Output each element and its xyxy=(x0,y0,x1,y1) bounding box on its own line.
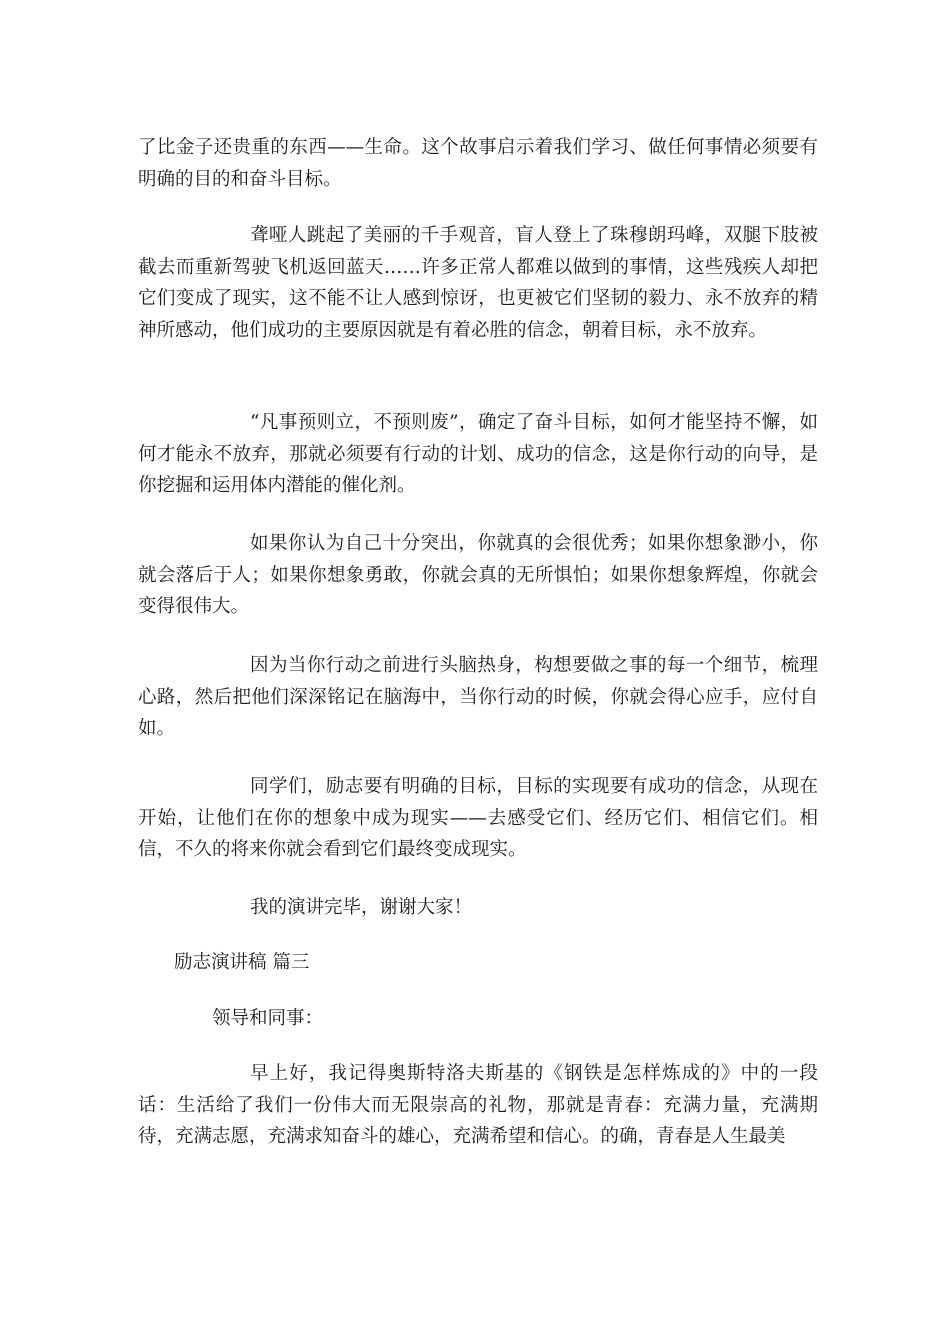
paragraph-5: 因为当你行动之前进行头脑热身，构想要做之事的每一个细节，梳理心路，然后把他们深深铭记在脑海中，当你行动的时候，你就会得心应手，应付自如。 xyxy=(138,655,818,739)
paragraph-1: 了比金子还贵重的东西——生命。这个故事启示着我们学习、做任何事情必须要有明确的目的和奋斗目标。 xyxy=(138,137,818,190)
paragraph-4: 如果你认为自己十分突出，你就真的会很优秀；如果你想象渺小，你就会落后于人；如果你想象勇敢，你就会真的无所惧怕；如果你想象辉煌，你就会变得很伟大。 xyxy=(138,533,818,617)
closing-line: 我的演讲完毕，谢谢大家！ xyxy=(250,897,473,918)
salutation: 领导和同事： xyxy=(212,1008,324,1029)
paragraph-speech-opening: 早上好，我记得奥斯特洛夫斯基的《钢铁是怎样炼成的》中的一段话：生活给了我们一份伟大而无限崇高的礼物，那就是青春：充满力量，充满期待，充满志愿，充满求知奋斗的雄心，充满希望和信心。的确，青春是人生最美 xyxy=(138,1063,818,1147)
paragraph-3: “凡事预则立，不预则废”，确定了奋斗目标，如何才能坚持不懈，如何才能永不放弃，那就必须要有行动的计划、成功的信念，这是你行动的向导，是你挖掘和运用体内潜能的催化剂。 xyxy=(138,412,818,496)
paragraph-6: 同学们，励志要有明确的目标，目标的实现要有成功的信念，从现在开始，让他们在你的想象中成为现实——去感受它们、经历它们、相信它们。相信，不久的将来你就会看到它们最终变成现实。 xyxy=(138,776,818,860)
section-heading: 励志演讲稿 篇三 xyxy=(174,952,310,973)
paragraph-2: 聋哑人跳起了美丽的千手观音，盲人登上了珠穆朗玛峰，双腿下肢被截去而重新驾驶飞机返回蓝天……许多正常人都难以做到的事情，这些残疾人却把它们变成了现实，这不能不让人感到惊讶，也更被它们坚韧的毅力、永不放弃的精神所感动，他们成功的主要原因就是有着必胜的信念，朝着目标，永不放弃。 xyxy=(138,225,818,341)
